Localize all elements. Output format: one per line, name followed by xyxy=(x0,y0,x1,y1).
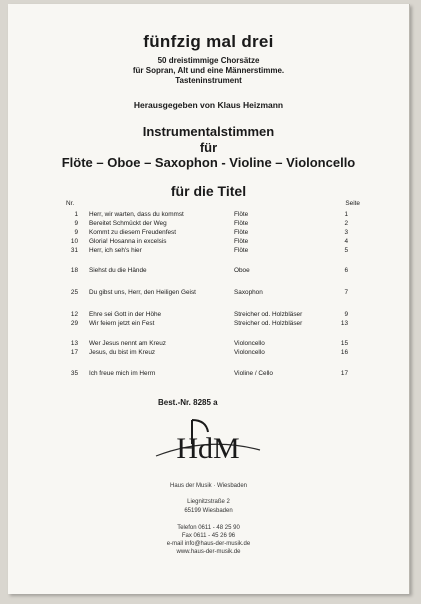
item-page: 2 xyxy=(344,220,348,227)
publisher-email[interactable]: e-mail info@haus-der-musik.de xyxy=(166,541,251,547)
publisher-name: Haus der Musik · Wiesbaden xyxy=(169,483,248,489)
item-page: 6 xyxy=(344,267,348,274)
item-instrument: Flöte xyxy=(234,229,249,236)
item-nr: 10 xyxy=(70,238,78,245)
item-page: 17 xyxy=(340,370,348,377)
page-title: fünfzig mal drei xyxy=(143,32,274,51)
order-number: Best.-Nr. 8285 a xyxy=(158,398,218,407)
instruments-line: Flöte – Oboe – Saxophon - Violine – Violoncello xyxy=(61,155,356,170)
publisher-city: 65199 Wiesbaden xyxy=(184,508,233,514)
item-title: Jesus, du bist im Kreuz xyxy=(89,349,156,356)
item-nr: 29 xyxy=(70,320,78,327)
list-item xyxy=(66,267,366,276)
publisher-fax: Fax 0611 - 45 26 96 xyxy=(181,533,236,539)
for-word: für xyxy=(199,140,218,155)
item-title: Wer Jesus nennt am Kreuz xyxy=(89,340,166,347)
item-instrument: Flöte xyxy=(234,211,249,218)
item-page: 3 xyxy=(344,229,348,236)
list-item xyxy=(66,340,366,349)
subtitle-line-1: 50 dreistimmige Chorsätze xyxy=(157,56,260,65)
item-instrument: Saxophon xyxy=(234,289,263,296)
subtitle-line-2: für Sopran, Alt und eine Männerstimme. xyxy=(132,66,285,75)
item-instrument: Oboe xyxy=(234,267,250,274)
item-title: Ich freue mich im Herrn xyxy=(89,370,156,377)
list-header xyxy=(66,200,366,209)
item-nr: 18 xyxy=(70,267,78,274)
item-nr: 9 xyxy=(74,220,78,227)
item-instrument: Flöte xyxy=(234,247,249,254)
publisher-phone: Telefon 0611 - 48 25 90 xyxy=(177,525,240,531)
for-titles-heading: für die Titel xyxy=(170,183,247,199)
list-item xyxy=(66,370,366,379)
logo-lettering: HdM xyxy=(176,432,240,465)
list-item xyxy=(66,289,366,298)
item-nr: 17 xyxy=(70,349,78,356)
publisher-street: Liegnitzstraße 2 xyxy=(187,499,230,505)
item-nr: 25 xyxy=(70,289,78,296)
item-title: Siehst du die Hände xyxy=(89,267,147,274)
item-nr: 9 xyxy=(74,229,78,236)
item-title: Herr, ich seh's hier xyxy=(89,247,142,254)
item-title: Gloria! Hosanna in excelsis xyxy=(89,238,167,245)
item-instrument: Violine / Cello xyxy=(234,370,273,377)
item-page: 9 xyxy=(344,311,348,318)
list-item xyxy=(66,247,366,256)
item-title: Ehre sei Gott in der Höhe xyxy=(89,311,162,318)
item-page: 5 xyxy=(344,247,348,254)
list-item xyxy=(66,229,366,238)
header-page: Seite xyxy=(345,200,360,207)
item-instrument: Violoncello xyxy=(234,340,265,347)
item-title: Herr, wir warten, dass du kommst xyxy=(89,211,184,218)
item-title: Kommt zu diesem Freudenfest xyxy=(89,229,177,236)
item-instrument: Streicher od. Holzbläser xyxy=(234,320,303,327)
list-item xyxy=(66,238,366,247)
editor-line: Herausgegeben von Klaus Heizmann xyxy=(133,100,284,110)
item-instrument: Flöte xyxy=(234,238,249,245)
document-page xyxy=(8,4,410,594)
item-title: Wir feiern jetzt ein Fest xyxy=(89,320,155,327)
publisher-logo xyxy=(148,414,268,484)
item-nr: 31 xyxy=(70,247,78,254)
list-item xyxy=(66,349,366,358)
item-title: Du gibst uns, Herr, den Heiligen Geist xyxy=(89,289,196,296)
list-item xyxy=(66,220,366,229)
publisher-web[interactable]: www.haus-der-musik.de xyxy=(176,549,241,555)
item-instrument: Streicher od. Holzbläser xyxy=(234,311,303,318)
section-title: Instrumentalstimmen xyxy=(142,124,275,139)
item-nr: 13 xyxy=(70,340,78,347)
item-page: 4 xyxy=(344,238,348,245)
item-instrument: Flöte xyxy=(234,220,249,227)
item-nr: 12 xyxy=(70,311,78,318)
item-page: 1 xyxy=(344,211,348,218)
item-page: 16 xyxy=(340,349,348,356)
list-item xyxy=(66,311,366,320)
item-page: 15 xyxy=(340,340,348,347)
item-page: 7 xyxy=(344,289,348,296)
header-nr: Nr. xyxy=(66,200,75,207)
subtitle-line-3: Tasteninstrument xyxy=(175,76,242,85)
list-item xyxy=(66,320,366,329)
item-nr: 35 xyxy=(70,370,78,377)
item-nr: 1 xyxy=(74,211,78,218)
item-page: 13 xyxy=(340,320,348,327)
item-instrument: Violoncello xyxy=(234,349,265,356)
item-title: Bereitet Schmückt der Weg xyxy=(89,220,167,227)
list-item xyxy=(66,211,366,220)
